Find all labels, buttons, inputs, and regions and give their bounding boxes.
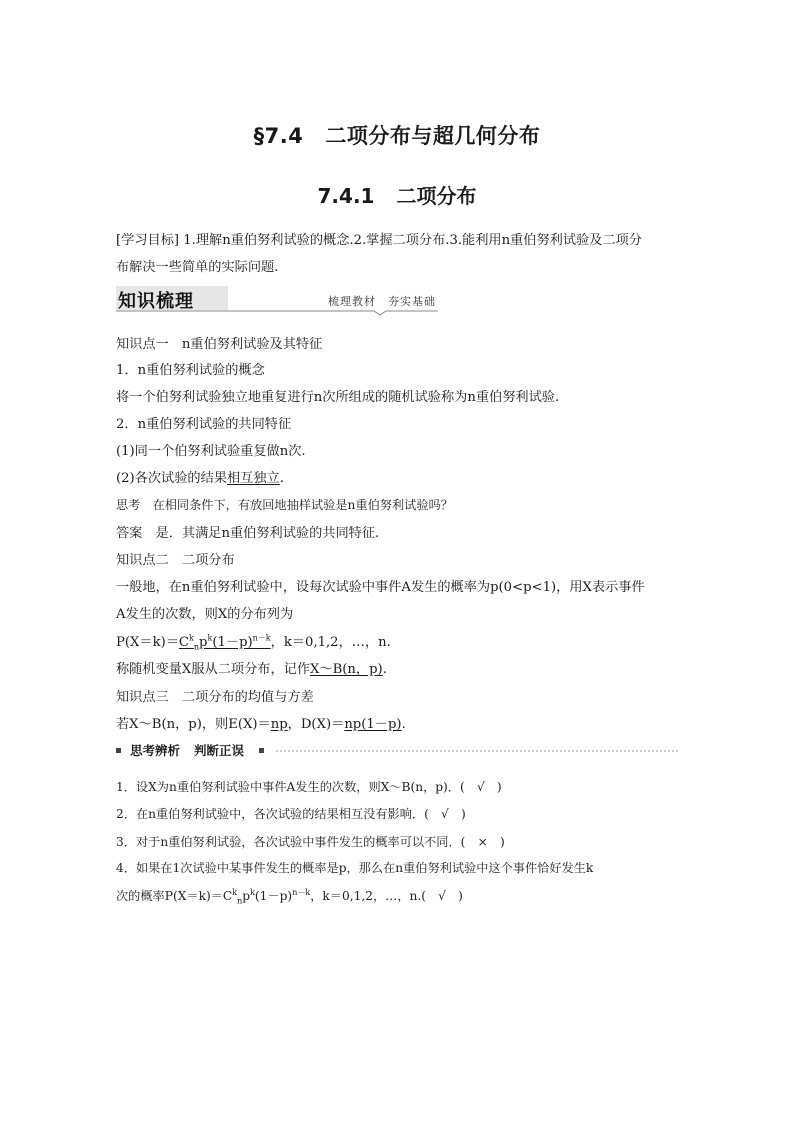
judge-q3-text: 3．对于n重伯努利试验，各次试验中事件发生的概率可以不同．( × ) <box>116 835 505 849</box>
judge-q1-text: 1．设X为n重伯努利试验中事件A发生的次数，则X～B(n，p)．( √ ) <box>116 780 502 794</box>
kp1-item1-title <box>116 361 265 381</box>
banner-subtitle: 梳理教材 夯实基础 <box>328 295 436 308</box>
kp3-pre: 若X～B(n，p)，则E(X)＝ <box>116 717 271 732</box>
kp2-formula <box>116 633 391 653</box>
kp2-line-4-answer: X～B(n，p) <box>310 662 383 677</box>
answer-line <box>116 524 379 544</box>
judge-q2 <box>116 804 466 824</box>
subsection-title: 二项分布 <box>396 184 477 208</box>
objectives-line-2 <box>116 258 278 278</box>
kp3-line <box>116 715 406 735</box>
kp2-line-1-text: 一般地，在n重伯努利试验中，设每次试验中事件A发生的概率为p(0<p<1)，用X表示事件 <box>116 580 645 595</box>
kp1-item2-p2 <box>116 469 284 489</box>
kp1-item1-text <box>116 388 559 408</box>
subsection-number: 7.4.1 <box>317 184 375 208</box>
judge-separator <box>116 744 678 758</box>
judge-q4-post: ，k＝0,1,2，…，n.( √ ) <box>310 889 463 903</box>
kp1-item2-p2-answer: 相互独立 <box>227 471 280 486</box>
objectives-line-1 <box>116 231 642 251</box>
kp1-item2-p1 <box>116 442 306 462</box>
answer-label: 答案 <box>116 526 143 541</box>
think-label: 思考 <box>116 498 141 512</box>
judge-title <box>126 741 248 759</box>
judge-q4-pre: 次的概率P(X＝k)＝ <box>116 889 223 903</box>
objectives-label: [学习目标] <box>116 233 180 248</box>
kp1-item2-p2-post: . <box>279 471 284 486</box>
judge-q1 <box>116 777 502 797</box>
kp1-item1-body: 将一个伯努利试验独立地重复进行n次所组成的随机试验称为n重伯努利试验. <box>116 390 560 405</box>
banner-title: 知识梳理 <box>118 291 194 312</box>
kp2-heading <box>116 551 235 571</box>
objectives-text-1: 1.理解n重伯努利试验的概念.2.掌握二项分布.3.能利用n重伯努利试验及二项分 <box>183 233 642 248</box>
kp1-item2-title-text: 2．n重伯努利试验的共同特征 <box>116 417 292 432</box>
kp3-heading <box>116 688 314 708</box>
section-title: 二项分布与超几何分布 <box>325 124 541 148</box>
kp2-formula-rest: ，k＝0,1,2，…，n. <box>270 635 391 650</box>
kp1-item2-p2-pre: (2)各次试验的结果 <box>116 471 227 486</box>
judge-title-a: 思考辨析 <box>130 743 181 758</box>
kp1-heading <box>116 335 322 355</box>
judge-q3 <box>116 832 505 852</box>
kp3-post: . <box>401 717 406 732</box>
kp2-line-1 <box>116 578 645 598</box>
kp2-heading-text: 知识点二 二项分布 <box>116 553 235 568</box>
kp2-line-2 <box>116 605 293 625</box>
judge-q4-text-1: 4．如果在1次试验中某事件发生的概率是p，那么在n重伯努利试验中这个事件恰好发生k <box>116 861 594 875</box>
kp1-heading-text: 知识点一 n重伯努利试验及其特征 <box>116 337 323 352</box>
think-text: 在相同条件下，有放回地抽样试验是n重伯努利试验吗？ <box>152 498 453 512</box>
think-line <box>116 495 453 515</box>
kp2-line-4-post: . <box>382 662 387 677</box>
kp3-variance-answer: np(1－p) <box>344 717 402 732</box>
kp3-mean-answer: np <box>270 717 288 732</box>
kp2-line-2-text: A发生的次数，则X的分布列为 <box>116 607 294 622</box>
objectives-text-2: 布解决一些简单的实际问题. <box>116 260 279 275</box>
kp1-item2-title <box>116 415 291 435</box>
kp2-line-4 <box>116 660 387 680</box>
knowledge-banner <box>116 284 438 318</box>
judge-title-b: 判断正误 <box>194 743 245 758</box>
kp2-line-4-pre: 称随机变量X服从二项分布，记作 <box>116 662 311 677</box>
kp1-item1-title-text: 1．n重伯努利试验的概念 <box>116 363 265 378</box>
section-number: §7.4 <box>253 124 304 148</box>
subsection-heading <box>0 180 794 209</box>
answer-text: 是．其满足n重伯努利试验的共同特征. <box>155 526 380 541</box>
section-heading <box>0 120 794 150</box>
kp3-mid: ，D(X)＝ <box>287 717 345 732</box>
kp1-item2-p1-text: (1)同一个伯努利试验重复做n次. <box>116 444 306 459</box>
judge-q4-formula: $C^k_np^k(1-p)^{n-k}$ <box>222 887 311 906</box>
judge-q4-line-2 <box>116 886 463 906</box>
kp3-heading-text: 知识点三 二项分布的均值与方差 <box>116 690 314 705</box>
judge-q4-line-1 <box>116 858 593 878</box>
judge-q2-text: 2．在n重伯努利试验中，各次试验的结果相互没有影响．( √ ) <box>116 807 466 821</box>
binomial-formula: $P(X=k)=C^k_np^k(1-p)^{n-k}$ <box>116 633 271 652</box>
